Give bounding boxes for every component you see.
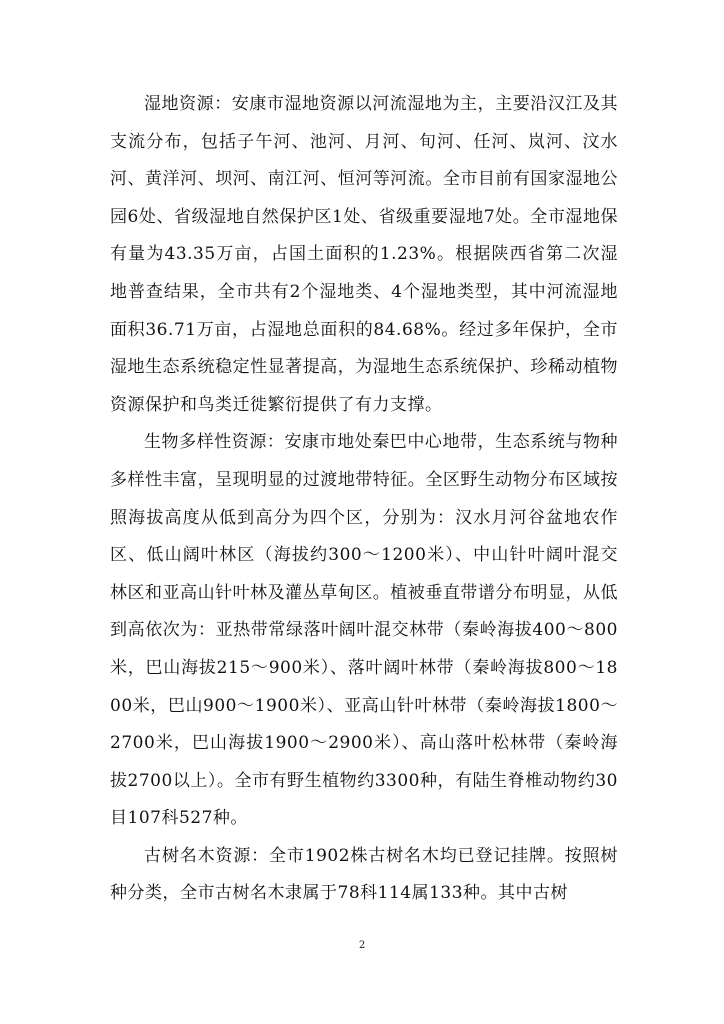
paragraph-biodiversity-resources: 生物多样性资源：安康市地处秦巴中心地带，生态系统与物种多样性丰富，呈现明显的过渡地带特征。全区野生动物分布区域按照海拔高度从低到高分为四个区，分别为：汉水月河谷盆地农作区、低山阔叶林区（海拔约300～1200米）、中山针叶阔叶混交林区和亚高山针叶林及灌丛草甸区。植被垂直带谱分布明显，从低到高依次为：亚热带常绿落叶阔叶混交林带（秦岭海拔400～800米，巴山海拔215～900米）、落叶阔叶林带（秦岭海拔800～1800米，巴山900～1900米）、亚高山针叶林带（秦岭海拔1800～2700米，巴山海拔1900～2900米）、高山落叶松林带（秦岭海拔2700以上）。全市有野生植物约3300种，有陆生脊椎动物约30目107科527种。 — [110, 432, 618, 829]
paragraph-ancient-trees: 古树名木资源：全市1902株古树名木均已登记挂牌。按照树种分类，全市古树名木隶属于78科114属133种。其中古树 — [110, 845, 618, 904]
page-body — [110, 86, 618, 913]
page-number: 2 — [358, 940, 366, 951]
paragraph-wetland-resources: 湿地资源：安康市湿地资源以河流湿地为主，主要沿汉江及其支流分布，包括子午河、池河、月河、旬河、任河、岚河、汶水河、黄洋河、坝河、南江河、恒河等河流。全市目前有国家湿地公园6处、省级湿地自然保护区1处、省级重要湿地7处。全市湿地保有量为43.35万亩，占国土面积的1.23%。根据陕西省第二次湿地普查结果，全市共有2个湿地类、4个湿地类型，其中河流湿地面积36.71万亩，占湿地总面积的84.68%。经过多年保护，全市湿地生态系统稳定性显著提高，为湿地生态系统保护、珍稀动植物资源保护和鸟类迁徙繁衍提供了有力支撑。 — [110, 94, 618, 415]
